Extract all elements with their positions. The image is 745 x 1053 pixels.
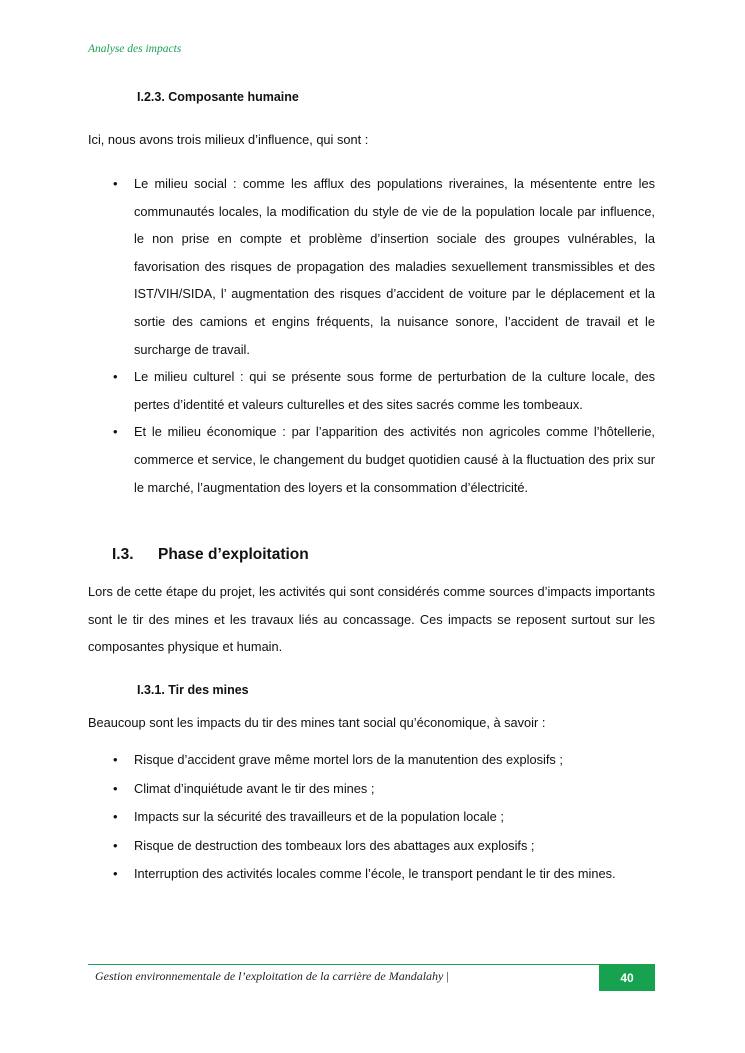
footer-separator: | (446, 969, 449, 983)
list-item: • Et le milieu économique : par l’apparition des activités non agricoles comme l’hôtellerie, commerce et service, le changement du budget quotidien causé à la fluctuation des prix sur le marché, l’augmentation des loyers et la consommation d’électricité. (88, 418, 655, 501)
bullet-icon: • (113, 780, 118, 796)
heading-tir-des-mines: I.3.1. Tir des mines (137, 683, 249, 697)
footer-divider (88, 964, 655, 965)
heading-composante-humaine: I.2.3. Composante humaine (137, 90, 299, 104)
footer-document-title: Gestion environnementale de l’exploitation de la carrière de Mandalahy | (95, 969, 449, 983)
running-header: Analyse des impacts (88, 43, 182, 55)
section-number: I.3. (112, 546, 134, 563)
section-title: Phase d’exploitation (158, 546, 309, 563)
bullet-icon: • (113, 176, 118, 191)
list-item: • Risque d’accident grave même mortel lors de la manutention des explosifs ; (88, 746, 655, 775)
exploitation-paragraph: Lors de cette étape du projet, les activités qui sont considérés comme sources d’impacts importants sont le tir des mines et les travaux liés au concassage. Ces impacts se reposent surtout sur les composantes physique et humain. (88, 584, 655, 655)
bullet-icon: • (113, 424, 118, 440)
bullet-icon: • (113, 809, 118, 825)
intro-paragraph-human: Ici, nous avons trois milieux d’influence, qui sont : (88, 132, 369, 147)
tir-impacts-list (88, 746, 655, 889)
list-item: • Risque de destruction des tombeaux lors des abattages aux explosifs ; (88, 832, 655, 861)
list-item: • Impacts sur la sécurité des travailleurs et de la population locale ; (88, 803, 655, 832)
human-milieux-list (88, 170, 655, 501)
bullet-icon: • (113, 837, 118, 853)
heading-phase-exploitation (112, 546, 309, 564)
list-item: • Le milieu social : comme les afflux des populations riveraines, la mésentente entre les communautés locales, la modification du style de vie de la population locale par influence, le non prise en compte et problème d’insertion sociale des groupes vulnérables, la favorisation des risques de propagation des maladies sexuellement transmissibles et des IST/VIH/SIDA, l’ augmentation des risques d’accident de voiture par le déplacement et la sortie des camions et engins fréquents, la nuisance sonore, l’accident de travail et le surcharge de travail. (88, 170, 655, 363)
page-number-badge: 40 (599, 965, 655, 991)
list-item: • Interruption des activités locales comme l’école, le transport pendant le tir des mines. (88, 860, 655, 889)
bullet-icon: • (113, 866, 118, 882)
intro-paragraph-tir: Beaucoup sont les impacts du tir des mines tant social qu’économique, à savoir : (88, 715, 546, 730)
bullet-icon: • (113, 369, 118, 385)
bullet-icon: • (113, 752, 118, 767)
list-item: • Le milieu culturel : qui se présente sous forme de perturbation de la culture locale, des pertes d’identité et valeurs culturelles et des sites sacrés comme les tombeaux. (88, 363, 655, 418)
list-item: • Climat d’inquiétude avant le tir des mines ; (88, 775, 655, 804)
